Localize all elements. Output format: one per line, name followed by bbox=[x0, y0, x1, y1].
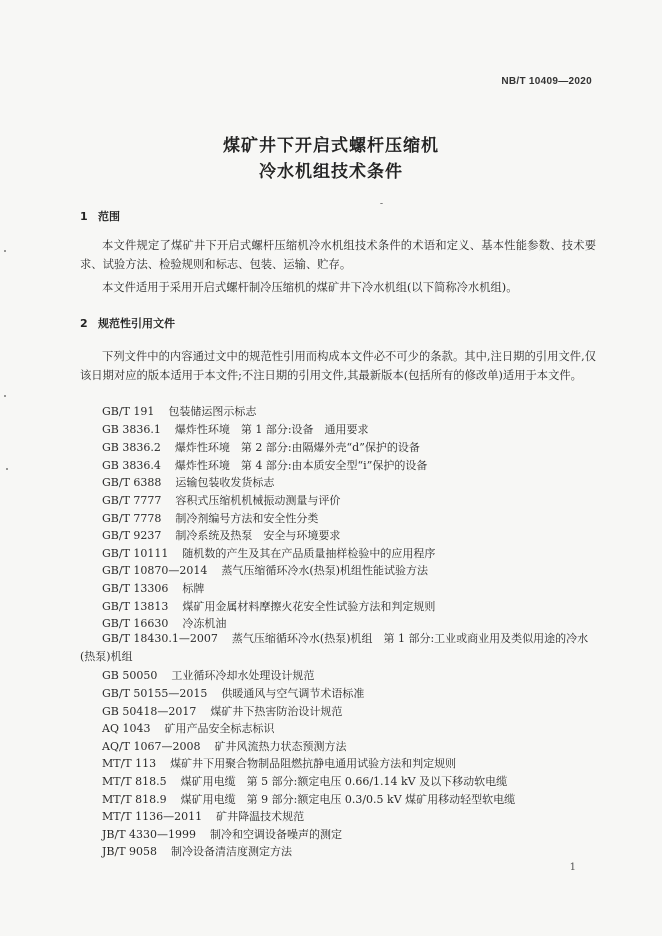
section-1-heading bbox=[80, 208, 120, 224]
reference-item bbox=[102, 773, 507, 789]
reference-code: MT/T 113 bbox=[102, 757, 157, 770]
scan-speck bbox=[380, 203, 383, 204]
section-1-paragraph-2: 本文件适用于采用开启式螺杆制冷压缩机的煤矿井下冷水机组(以下简称冷水机组)。 bbox=[102, 281, 518, 294]
reference-code: GB/T 16630 bbox=[102, 617, 169, 630]
reference-title: 爆炸性环境 第 2 部分:由隔爆外壳“d”保护的设备 bbox=[174, 441, 420, 454]
reference-code: GB/T 50155—2015 bbox=[102, 687, 208, 700]
scan-speck bbox=[6, 468, 8, 470]
reference-code: GB/T 6388 bbox=[102, 476, 162, 489]
reference-code: GB/T 13813 bbox=[102, 600, 169, 613]
reference-item bbox=[102, 843, 292, 859]
reference-title: 爆炸性环境 第 1 部分:设备 通用要求 bbox=[174, 423, 369, 436]
reference-title: 冷冻机油 bbox=[182, 617, 227, 630]
reference-item bbox=[102, 808, 304, 824]
reference-code: GB 50050 bbox=[102, 669, 158, 682]
reference-item bbox=[102, 738, 347, 754]
reference-item bbox=[102, 667, 314, 683]
reference-item bbox=[102, 492, 340, 508]
reference-title: 爆炸性环境 第 4 部分:由本质安全型“i”保护的设备 bbox=[174, 459, 428, 472]
reference-code: GB/T 18430.1—2007 bbox=[102, 632, 218, 645]
document-title-line1: 煤矿井下开启式螺杆压缩机 bbox=[223, 136, 439, 156]
reference-title: 矿井风流热力状态预测方法 bbox=[214, 740, 347, 753]
reference-title: 包装储运图示标志 bbox=[168, 405, 257, 418]
reference-code: MT/T 818.9 bbox=[102, 793, 167, 806]
reference-item bbox=[102, 685, 364, 701]
reference-code: GB 3836.1 bbox=[102, 423, 161, 436]
reference-title: 煤矿用电缆 第 9 部分:额定电压 0.3/0.5 kV 煤矿用移动轻型软电缆 bbox=[180, 793, 516, 806]
reference-title: 煤矿井下用聚合物制品阻燃抗静电通用试验方法和判定规则 bbox=[170, 757, 457, 770]
reference-code: GB/T 191 bbox=[102, 405, 155, 418]
page-number: 1 bbox=[569, 862, 576, 873]
reference-code: GB/T 7777 bbox=[102, 494, 162, 507]
reference-code: JB/T 9058 bbox=[102, 845, 158, 858]
reference-item bbox=[102, 562, 428, 578]
reference-title: 矿用产品安全标志标识 bbox=[164, 722, 275, 735]
reference-code: GB/T 10870—2014 bbox=[102, 564, 208, 577]
reference-code: GB 3836.4 bbox=[102, 459, 161, 472]
reference-item bbox=[102, 527, 340, 543]
section-1-number: 1 bbox=[80, 210, 88, 223]
reference-item bbox=[102, 439, 420, 455]
reference-code: GB/T 7778 bbox=[102, 512, 162, 525]
reference-item bbox=[102, 720, 274, 736]
reference-title: 制冷系统及热泵 安全与环境要求 bbox=[175, 529, 341, 542]
reference-title: 工业循环冷却水处理设计规范 bbox=[171, 669, 315, 682]
scan-speck bbox=[4, 250, 6, 252]
reference-item bbox=[102, 598, 435, 614]
reference-item bbox=[102, 421, 369, 437]
reference-title: 煤矿用电缆 第 5 部分:额定电压 0.66/1.14 kV 及以下移动软电缆 bbox=[180, 775, 508, 788]
reference-code: GB 3836.2 bbox=[102, 441, 161, 454]
reference-title: 制冷设备清洁度测定方法 bbox=[171, 845, 293, 858]
reference-title: 煤矿井下热害防治设计规范 bbox=[210, 705, 343, 718]
reference-code: MT/T 818.5 bbox=[102, 775, 167, 788]
reference-item bbox=[102, 791, 515, 807]
scan-speck bbox=[4, 395, 6, 397]
standard-number: NB/T 10409—2020 bbox=[501, 76, 592, 87]
reference-item bbox=[102, 403, 256, 419]
reference-title: 蒸气压缩循环冷水(热泵)机组 第 1 部分:工业或商业用及类似用途的冷水(热泵)机组 bbox=[80, 632, 589, 663]
reference-title: 蒸气压缩循环冷水(热泵)机组性能试验方法 bbox=[221, 564, 428, 577]
reference-title: 制冷和空调设备噪声的测定 bbox=[210, 828, 343, 841]
reference-item bbox=[102, 755, 456, 771]
section-2-intro: 下列文件中的内容通过文中的规范性引用而构成本文件必不可少的条款。其中,注日期的引用文件,仅该日期对应的版本适用于本文件;不注日期的引用文件,其最新版本(包括所有的修改单)适用于本文件。 bbox=[80, 350, 596, 382]
reference-item bbox=[102, 545, 435, 561]
reference-code: AQ/T 1067—2008 bbox=[102, 740, 201, 753]
reference-item bbox=[102, 615, 226, 631]
reference-code: GB/T 9237 bbox=[102, 529, 162, 542]
reference-code: GB 50418—2017 bbox=[102, 705, 197, 718]
reference-code: GB/T 10111 bbox=[102, 547, 169, 560]
reference-code: JB/T 4330—1999 bbox=[102, 828, 197, 841]
reference-title: 随机数的产生及其在产品质量抽样检验中的应用程序 bbox=[182, 547, 436, 560]
reference-item bbox=[102, 510, 318, 526]
reference-title: 煤矿用金属材料摩擦火花安全性试验方法和判定规则 bbox=[182, 600, 436, 613]
reference-title: 容积式压缩机机械振动测量与评价 bbox=[175, 494, 341, 507]
reference-title: 运输包装收发货标志 bbox=[175, 476, 275, 489]
reference-title: 标牌 bbox=[182, 582, 205, 595]
reference-item bbox=[102, 457, 427, 473]
reference-item bbox=[102, 703, 342, 719]
section-2-heading bbox=[80, 315, 175, 331]
reference-title: 制冷剂编号方法和安全性分类 bbox=[175, 512, 319, 525]
reference-code: AQ 1043 bbox=[102, 722, 151, 735]
section-1-title: 范围 bbox=[98, 210, 120, 223]
reference-item bbox=[102, 474, 274, 490]
reference-item bbox=[80, 630, 596, 666]
reference-item bbox=[102, 826, 342, 842]
reference-title: 矿井降温技术规范 bbox=[216, 810, 305, 823]
section-1-paragraph-1: 本文件规定了煤矿井下开启式螺杆压缩机冷水机组技术条件的术语和定义、基本性能参数、技术要求、试验方法、检验规则和标志、包装、运输、贮存。 bbox=[80, 239, 596, 271]
reference-code: GB/T 13306 bbox=[102, 582, 169, 595]
document-title-line2: 冷水机组技术条件 bbox=[259, 162, 403, 182]
reference-title: 供暖通风与空气调节术语标准 bbox=[221, 687, 365, 700]
section-2-title: 规范性引用文件 bbox=[98, 317, 175, 330]
reference-code: MT/T 1136—2011 bbox=[102, 810, 203, 823]
section-2-number: 2 bbox=[80, 317, 88, 330]
reference-item bbox=[102, 580, 204, 596]
